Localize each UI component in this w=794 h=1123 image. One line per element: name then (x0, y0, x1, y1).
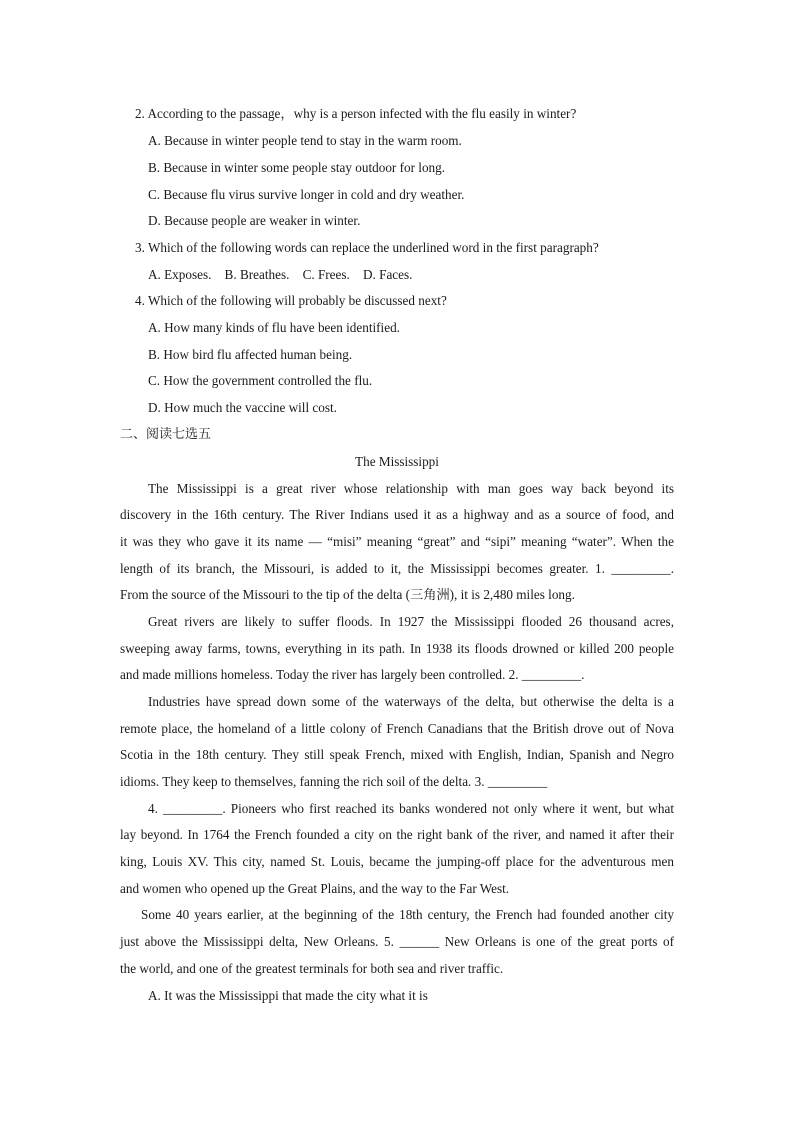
question-4-option-b: B. How bird flu affected human being. (148, 347, 353, 362)
passage-line: discovery in the 16th century. The River Indians used it as a highway and as a source of food, and (120, 507, 674, 522)
passage-line: remote place, the homeland of a little colony of French Canadians that the British drove out of Nova (120, 721, 674, 736)
passage-line: just above the Mississippi delta, New Orleans. 5. ______ New Orleans is one of the great ports of (120, 934, 674, 949)
question-3-stem: 3. Which of the following words can replace the underlined word in the first paragraph? (135, 240, 599, 255)
question-4-option-d: D. How much the vaccine will cost. (148, 400, 337, 415)
question-4-option-c: C. How the government controlled the flu. (148, 373, 373, 388)
passage-line: the world, and one of the greatest terminals for both sea and river traffic. (120, 961, 504, 976)
passage-line: lay beyond. In 1764 the French founded a city on the right bank of the river, and named it after their (120, 827, 674, 842)
passage-line: Scotia in the 18th century. They still speak French, mixed with English, Indian, Spanish and Negro (120, 747, 674, 762)
passage-line: and women who opened up the Great Plains, and the way to the Far West. (120, 881, 510, 896)
question-2-option-a: A. Because in winter people tend to stay in the warm room. (148, 133, 462, 148)
question-2-option-c: C. Because flu virus survive longer in cold and dry weather. (148, 187, 465, 202)
question-4-option-a: A. How many kinds of flu have been identified. (148, 320, 400, 335)
passage-line: sweeping away farms, towns, everything in its path. In 1938 its floods drowned or killed 200 people (120, 641, 674, 656)
passage-line: From the source of the Missouri to the tip of the delta (三角洲), it is 2,480 miles long. (120, 587, 575, 602)
question-2-option-b: B. Because in winter some people stay outdoor for long. (148, 160, 446, 175)
passage-line: it was they who gave it its name — “misi” meaning “great” and “sipi” meaning “water”. When the (120, 534, 674, 549)
question-2-option-d: D. Because people are weaker in winter. (148, 213, 361, 228)
passage-line: idioms. They keep to themselves, fanning the rich soil of the delta. 3. _________ (120, 774, 548, 789)
section-heading: 二、阅读七选五 (120, 427, 212, 442)
passage-line: The Mississippi is a great river whose relationship with man goes way back beyond its (148, 481, 674, 496)
passage-title: The Mississippi (355, 454, 439, 469)
question-4-stem: 4. Which of the following will probably be discussed next? (135, 293, 447, 308)
question-2-stem: 2. According to the passage，why is a person infected with the flu easily in winter? (135, 106, 577, 121)
question-3-options: A. Exposes. B. Breathes. C. Frees. D. Faces. (148, 267, 413, 282)
passage-line: and made millions homeless. Today the river has largely been controlled. 2. _________. (120, 667, 585, 682)
passage-line: Some 40 years earlier, at the beginning of the 18th century, the French had founded another city (141, 907, 674, 922)
passage-line: Industries have spread down some of the waterways of the delta, but otherwise the delta is a (148, 694, 674, 709)
passage-line: 4. _________. Pioneers who first reached its banks wondered not only where it went, but what (148, 801, 674, 816)
passage-line: king, Louis XV. This city, named St. Louis, became the jumping-off place for the adventurous men (120, 854, 674, 869)
passage-line: Great rivers are likely to suffer floods. In 1927 the Mississippi flooded 26 thousand acres, (148, 614, 674, 629)
passage-line: length of its branch, the Missouri, is added to it, the Mississippi becomes greater. 1. _________. (120, 561, 674, 576)
answer-option-a: A. It was the Mississippi that made the city what it is (148, 988, 428, 1003)
